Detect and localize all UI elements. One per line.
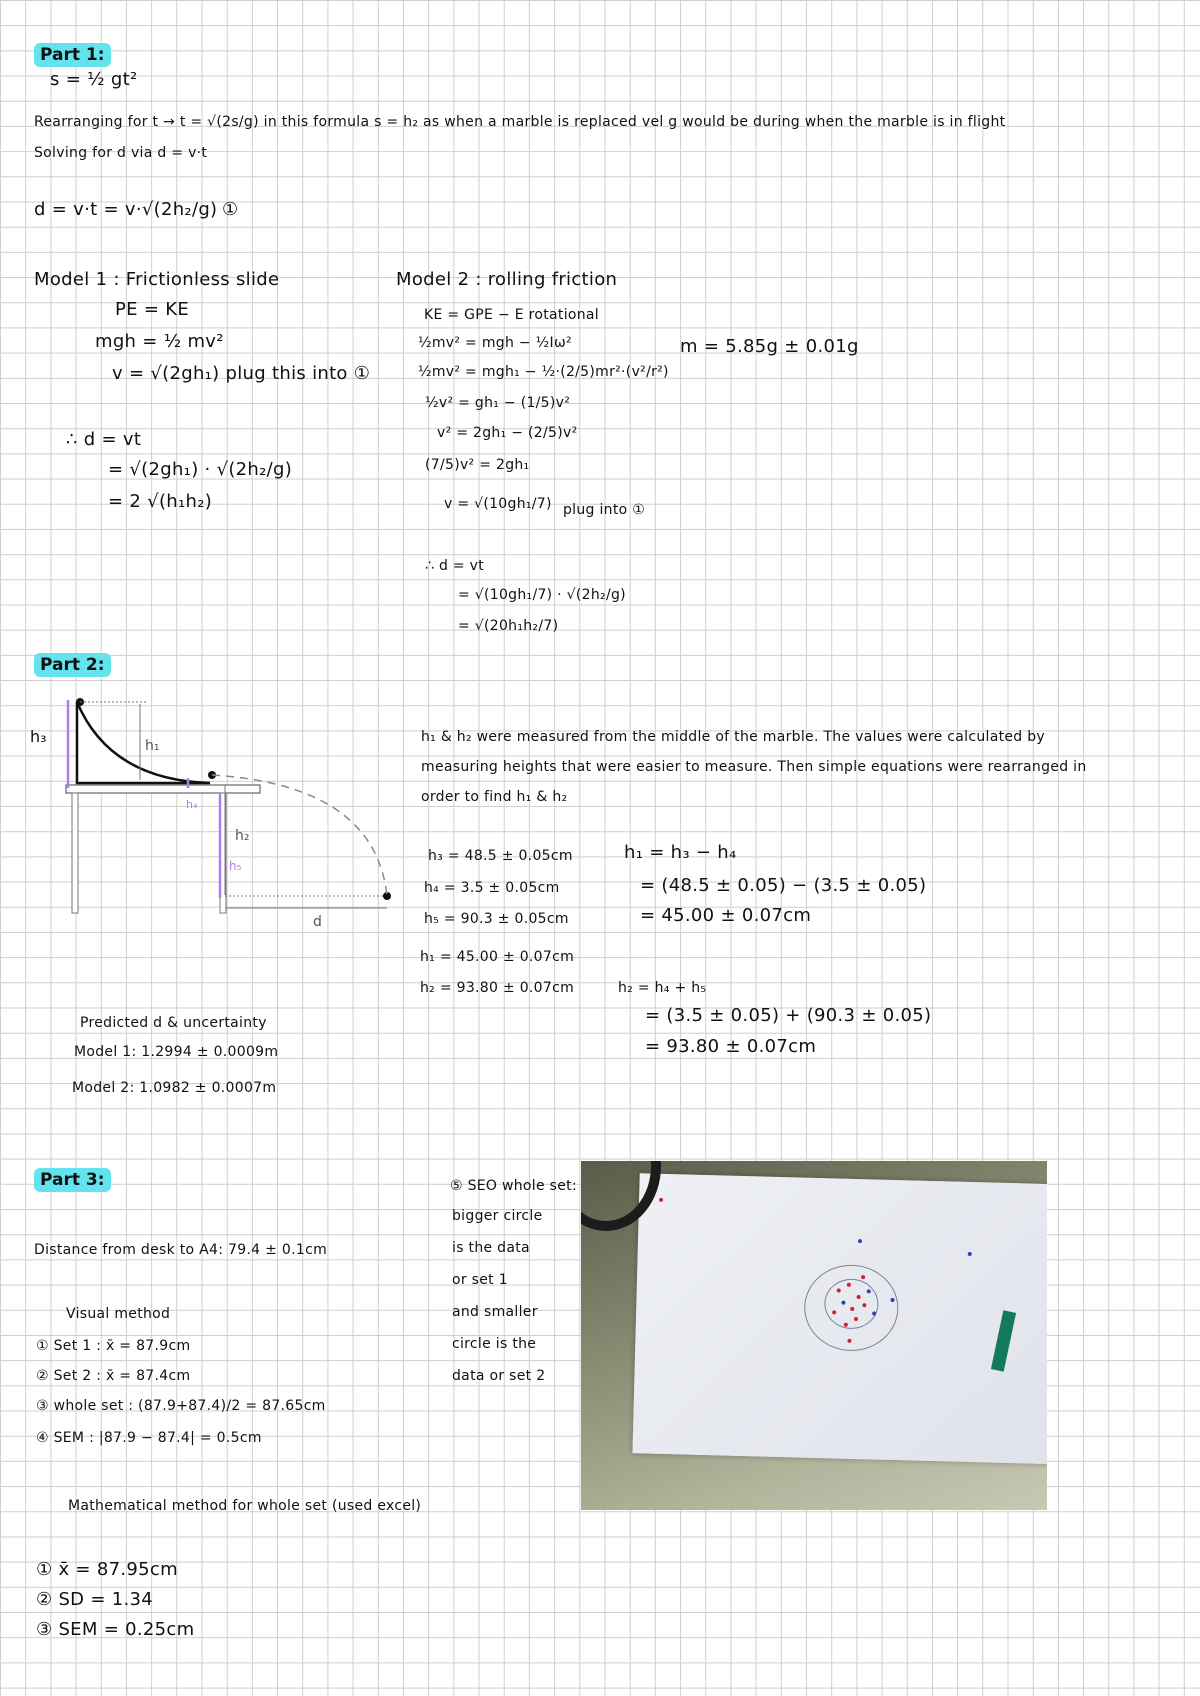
model2-result: = √(20h₁h₂/7): [458, 618, 559, 634]
label-h3: h₃: [30, 727, 47, 746]
equation-marker: ①: [222, 199, 239, 220]
model2-therefore: ∴ d = vt: [425, 558, 485, 574]
predicted-line: Model 1: 1.2994 ± 0.0009m: [74, 1044, 279, 1060]
measurement: h₁ = 45.00 ± 0.07cm: [420, 949, 575, 965]
visual-line: ③ whole set : (87.9+87.4)/2 = 87.65cm: [36, 1398, 326, 1414]
a4-sheet: [632, 1173, 1047, 1464]
measurement: h₃ = 48.5 ± 0.05cm: [428, 848, 573, 864]
predicted-title: Predicted d & uncertainty: [80, 1015, 267, 1031]
measurement: h₄ = 3.5 ± 0.05cm: [424, 880, 560, 896]
math-line: ③ SEM = 0.25cm: [36, 1619, 195, 1640]
label-h1: h₁: [145, 738, 160, 754]
model1-line: PE = KE: [115, 299, 190, 320]
label-h4: h₄: [186, 798, 198, 811]
visual-title: Visual method: [66, 1306, 171, 1322]
model1-result: = 2 √(h₁h₂): [108, 491, 213, 512]
side-note: ⑤ SEO whole set:: [450, 1178, 577, 1194]
side-note: data or set 2: [452, 1368, 546, 1384]
calc-h2: = (3.5 ± 0.05) + (90.3 ± 0.05): [645, 1005, 932, 1026]
part2-description: h₁ & h₂ were measured from the middle of the marble. The values were calculated by measuring heights that were easier to measure. Then simple equations were rearranged in order to find h₁ & h₂: [421, 729, 1087, 805]
visual-line: ② Set 2 : x̄ = 87.4cm: [36, 1368, 191, 1384]
rearrange-line: Rearranging for t → t = √(2s/g) in this formula s = h₂ as when a marble is replaced vel g would be during when the marble is in flight: [34, 114, 1006, 130]
part2-heading: Part 2:: [34, 653, 111, 677]
apparatus-diagram: [30, 690, 410, 935]
predicted-line: Model 2: 1.0982 ± 0.0007m: [72, 1080, 277, 1096]
landing-photo: [581, 1161, 1047, 1510]
math-line: ① x̄ = 87.95cm: [36, 1559, 178, 1580]
side-note: or set 1: [452, 1272, 508, 1288]
model2-plug: plug into ①: [563, 502, 646, 518]
equation-s: s = ½ gt²: [50, 69, 138, 90]
math-title: Mathematical method for whole set (used excel): [68, 1498, 422, 1514]
model1-line: mgh = ½ mv²: [95, 331, 224, 352]
model2-result: = √(10gh₁/7) · √(2h₂/g): [458, 587, 626, 603]
model1-title: Model 1 : Frictionless slide: [34, 269, 280, 290]
mass-value: m = 5.85g ± 0.01g: [680, 336, 859, 357]
side-note: bigger circle: [452, 1208, 543, 1224]
model2-line: (7/5)v² = 2gh₁: [425, 457, 530, 473]
model1-line: v = √(2gh₁) plug this into ①: [112, 363, 371, 384]
table-top: [66, 785, 260, 793]
calc-h1: = (48.5 ± 0.05) − (3.5 ± 0.05): [640, 875, 927, 896]
calc-h1: = 45.00 ± 0.07cm: [640, 905, 812, 926]
calc-h2: h₂ = h₄ + h₅: [618, 980, 707, 996]
model2-line: ½v² = gh₁ − (1/5)v²: [425, 395, 571, 411]
model2-line: ½mv² = mgh₁ − ½·(2/5)mr²·(v²/r²): [418, 364, 669, 380]
measurement: h₂ = 93.80 ± 0.07cm: [420, 980, 575, 996]
distance-line: Distance from desk to A4: 79.4 ± 0.1cm: [34, 1242, 328, 1258]
model1-therefore: ∴ d = vt: [66, 429, 142, 450]
table-leg: [72, 793, 78, 913]
math-line: ② SD = 1.34: [36, 1589, 154, 1610]
calc-h2: = 93.80 ± 0.07cm: [645, 1036, 817, 1057]
equation-d: d = v·t = v·√(2h₂/g): [34, 199, 218, 220]
side-note: is the data: [452, 1240, 530, 1256]
model2-line: KE = GPE − E rotational: [424, 307, 599, 323]
model2-line: v² = 2gh₁ − (2/5)v²: [437, 425, 578, 441]
side-note: and smaller: [452, 1304, 538, 1320]
label-h2: h₂: [235, 828, 250, 844]
model1-result: = √(2gh₁) · √(2h₂/g): [108, 459, 293, 480]
label-h5: h₅: [229, 859, 242, 873]
model2-title: Model 2 : rolling friction: [396, 269, 618, 290]
solve-line: Solving for d via d = v·t: [34, 145, 208, 161]
label-d: d: [313, 914, 322, 930]
part1-heading: Part 1:: [34, 43, 111, 67]
calc-h1: h₁ = h₃ − h₄: [624, 842, 737, 863]
model2-line: ½mv² = mgh − ½Iω²: [418, 335, 572, 351]
side-note: circle is the: [452, 1336, 537, 1352]
ramp: [77, 702, 210, 783]
part3-heading: Part 3:: [34, 1168, 111, 1192]
model2-line: v = √(10gh₁/7): [444, 496, 552, 512]
visual-line: ④ SEM : |87.9 − 87.4| = 0.5cm: [36, 1430, 262, 1446]
measurement: h₅ = 90.3 ± 0.05cm: [424, 911, 569, 927]
visual-line: ① Set 1 : x̄ = 87.9cm: [36, 1338, 191, 1354]
